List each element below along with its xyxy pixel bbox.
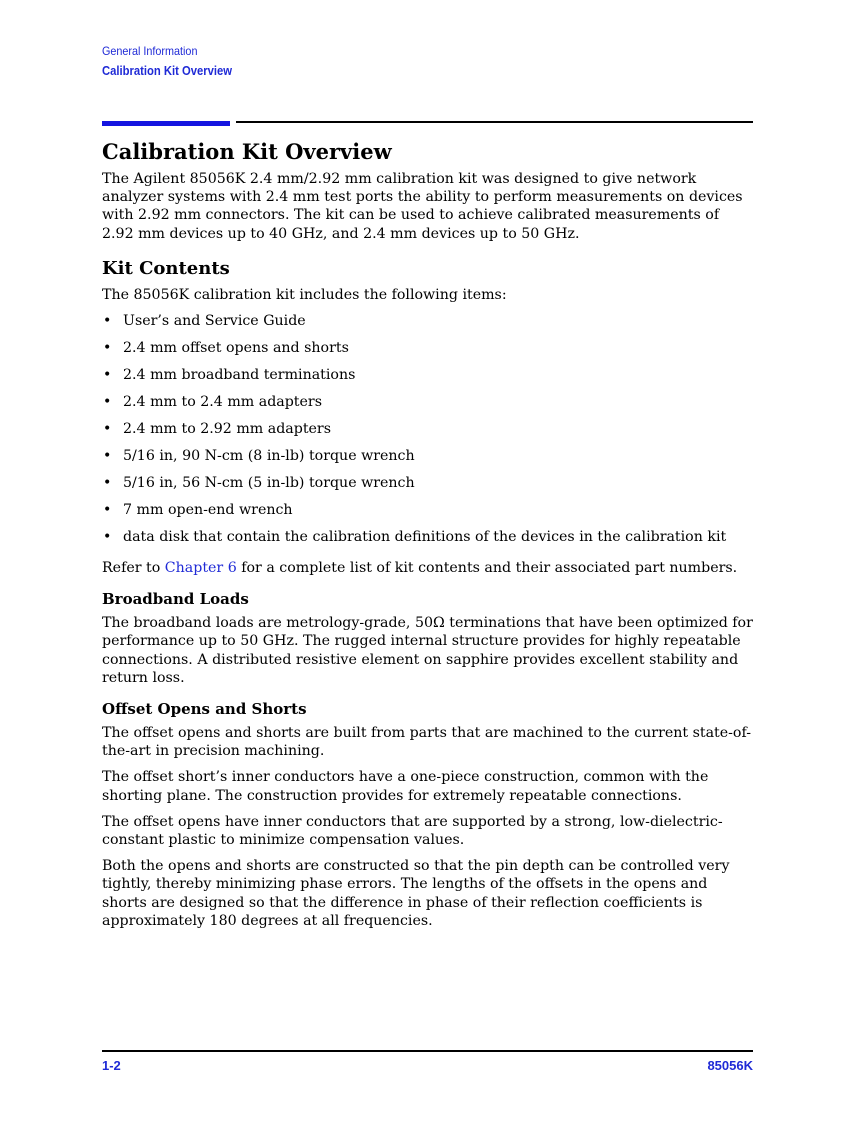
header-accent-rule <box>102 121 230 126</box>
offset-paragraph-3: The offset opens have inner conductors that are supported by a strong, low-dielectric-constant plastic to minimize compensation values. <box>102 813 723 849</box>
broadband-loads-paragraph: The broadband loads are metrology-grade, 50Ω terminations that have been optimized for performance up to 50 GHz. The rugged internal structure provides for highly repeatable connections. A distributed resistive element on sapphire provides excellent stability and return loss. <box>102 615 753 686</box>
intro-paragraph: The Agilent 85056K 2.4 mm/2.92 mm calibration kit was designed to give network analyzer systems with 2.4 mm test ports the ability to perform measurements on devices with 2.92 mm connectors. The kit can be used to achieve calibrated measurements of 2.92 mm devices up to 40 GHz, and 2.4 mm devices up to 50 GHz. <box>102 171 743 242</box>
list-item-text: 2.4 mm offset opens and shorts <box>123 340 349 357</box>
chapter-6-link[interactable]: Chapter 6 <box>164 560 237 577</box>
bullet-icon: • <box>103 421 112 438</box>
list-item <box>102 470 754 497</box>
header-section: General Information <box>102 44 198 58</box>
list-item-text: 2.4 mm to 2.4 mm adapters <box>123 394 322 411</box>
bullet-icon: • <box>103 475 112 492</box>
footer-page-number: 1-2 <box>102 1058 121 1073</box>
bullet-icon: • <box>103 340 112 357</box>
list-item-text: 7 mm open-end wrench <box>123 502 293 519</box>
list-item-text: data disk that contain the calibration definitions of the devices in the calibration kit <box>123 529 727 546</box>
page-content <box>102 139 754 930</box>
offset-paragraph-1: The offset opens and shorts are built from parts that are machined to the current state-of-the-art in precision machining. <box>102 725 752 760</box>
list-item <box>102 497 754 524</box>
kit-contents-list <box>102 308 754 551</box>
bullet-icon: • <box>103 529 112 546</box>
list-item-text: 2.4 mm to 2.92 mm adapters <box>123 421 331 438</box>
kit-contents-lead: The 85056K calibration kit includes the following items: <box>102 286 507 303</box>
bullet-icon: • <box>103 313 112 330</box>
offset-paragraph-2: The offset short’s inner conductors have a one-piece construction, common with the shorting plane. The construction provides for extremely repeatable connections. <box>102 769 709 804</box>
list-item-text: User’s and Service Guide <box>123 313 306 330</box>
offset-opens-shorts-heading: Offset Opens and Shorts <box>102 700 307 719</box>
list-item-text: 5/16 in, 56 N-cm (5 in-lb) torque wrench <box>123 475 415 492</box>
refer-paragraph <box>102 559 754 577</box>
list-item <box>102 362 754 389</box>
list-item <box>102 335 754 362</box>
footer-rule <box>102 1050 753 1052</box>
list-item <box>102 389 754 416</box>
footer-model-number: 85056K <box>707 1058 753 1073</box>
kit-contents-heading: Kit Contents <box>102 257 230 279</box>
broadband-loads-heading: Broadband Loads <box>102 590 249 609</box>
refer-suffix: for a complete list of kit contents and their associated part numbers. <box>241 560 738 577</box>
offset-paragraph-4: Both the opens and shorts are constructed so that the pin depth can be controlled very tightly, thereby minimizing phase errors. The lengths of the offsets in the opens and shorts are designed so that the difference in phase of their reflection coefficients is approximately 180 degrees at all frequencies. <box>102 858 730 929</box>
page-title: Calibration Kit Overview <box>102 139 392 164</box>
list-item <box>102 308 754 335</box>
bullet-icon: • <box>103 502 112 519</box>
bullet-icon: • <box>103 367 112 384</box>
header-rule <box>236 121 753 123</box>
list-item <box>102 416 754 443</box>
list-item <box>102 524 754 551</box>
bullet-icon: • <box>103 394 112 411</box>
header-subsection: Calibration Kit Overview <box>102 64 233 78</box>
refer-prefix: Refer to <box>102 560 161 577</box>
list-item-text: 5/16 in, 90 N-cm (8 in-lb) torque wrench <box>123 448 415 465</box>
list-item <box>102 443 754 470</box>
list-item-text: 2.4 mm broadband terminations <box>123 367 356 384</box>
bullet-icon: • <box>103 448 112 465</box>
